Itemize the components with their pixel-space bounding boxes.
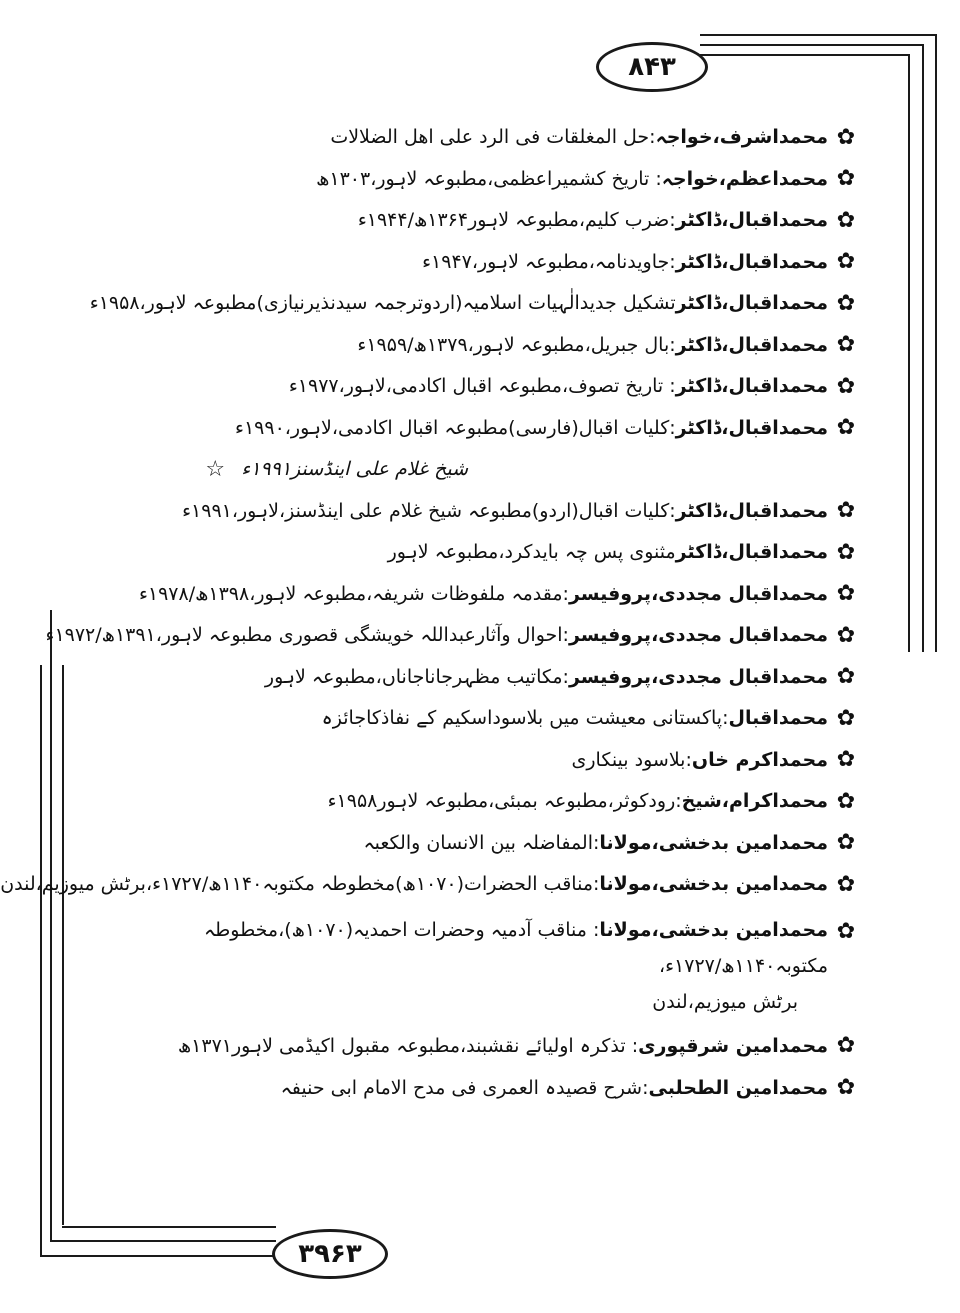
entry-author: محمداقبال مجددی،پروفیسر bbox=[568, 624, 828, 647]
entry-title: :احوال وآثارعبداللہ خویشگی قصوری مطبوعہ لاہور،۱۳۹۱ھ/۱۹۷۲ء bbox=[45, 624, 569, 647]
frame-top-line-3 bbox=[700, 54, 910, 56]
entry-title: مثنوی پس چہ بایدکرد،مطبوعہ لاہور bbox=[387, 541, 676, 564]
entry-title: :شرح قصیدہ العمری فی مدح الامام ابی حنیفہ bbox=[280, 1076, 649, 1099]
flower-bullet-icon: ✿ bbox=[836, 373, 856, 399]
entry-text bbox=[130, 168, 828, 191]
entry-text bbox=[130, 126, 828, 149]
entry-author: محمداقبال،ڈاکٹر bbox=[675, 292, 828, 315]
entry-title: :مکاتیب مظہرجاناجاناں،مطبوعہ لاہور bbox=[264, 665, 569, 688]
entry-text bbox=[130, 209, 828, 232]
flower-bullet-icon: ✿ bbox=[836, 830, 856, 856]
entry-author: محمداقبال،ڈاکٹر bbox=[675, 250, 828, 273]
list-item bbox=[130, 1026, 858, 1068]
flower-bullet-icon: ✿ bbox=[836, 166, 856, 192]
flower-bullet-icon: ✿ bbox=[836, 207, 856, 233]
flower-bullet-icon: ✿ bbox=[836, 788, 856, 814]
entry-title: شیخ غلام علی اینڈسنز۱۹۹۱ء bbox=[241, 458, 468, 481]
list-item bbox=[130, 366, 858, 408]
entry-author: محمداقبال bbox=[728, 707, 828, 730]
list-item bbox=[45, 615, 858, 657]
frame-bottom-line-1 bbox=[40, 1255, 276, 1257]
entry-author: محمدامین بدخشی،مولانا bbox=[599, 918, 828, 941]
star-bullet-icon: ☆ bbox=[205, 456, 226, 482]
flower-bullet-icon: ✿ bbox=[836, 871, 856, 897]
entry-author: محمدامین شرقپوری bbox=[638, 1035, 828, 1058]
entry-author: محمداقبال،ڈاکٹر bbox=[675, 541, 828, 564]
entry-text bbox=[90, 292, 828, 315]
list-item-correction bbox=[130, 449, 858, 491]
list-item bbox=[130, 408, 858, 450]
entry-author: محمداکرم خاں bbox=[691, 748, 828, 771]
flower-bullet-icon: ✿ bbox=[836, 332, 856, 358]
flower-bullet-icon: ✿ bbox=[836, 249, 856, 275]
entry-title: :رودکوثر،مطبوعہ بمبئی،مطبوعہ لاہور۱۹۵۸ء bbox=[327, 790, 682, 813]
entry-text bbox=[130, 334, 828, 357]
entry-title: :مقدمہ ملفوظات شریفہ،مطبوعہ لاہور،۱۳۹۸ھ/۱۹۷۸ء bbox=[138, 582, 569, 605]
list-item bbox=[130, 117, 858, 159]
bibliography-list bbox=[0, 117, 858, 1109]
entry-text bbox=[130, 583, 828, 606]
entry-text bbox=[130, 790, 828, 813]
entry-continuation: برٹش میوزیم،لندن bbox=[652, 990, 798, 1013]
list-item bbox=[130, 657, 858, 699]
list-item bbox=[130, 491, 858, 533]
flower-bullet-icon: ✿ bbox=[836, 498, 856, 524]
frame-left-line-3 bbox=[62, 665, 64, 1225]
flower-bullet-icon: ✿ bbox=[836, 1033, 856, 1059]
entry-text bbox=[241, 458, 468, 481]
bottom-page-number bbox=[272, 1229, 388, 1279]
entry-text bbox=[130, 417, 828, 440]
entry-text bbox=[130, 1035, 828, 1058]
flower-bullet-icon: ✿ bbox=[836, 705, 856, 731]
flower-bullet-icon: ✿ bbox=[836, 622, 856, 648]
entry-author: محمداکرام،شیخ bbox=[681, 790, 828, 813]
top-page-number-text: ۸۴۳ bbox=[628, 52, 676, 82]
list-item bbox=[130, 325, 858, 367]
frame-top-line-1 bbox=[700, 34, 937, 36]
flower-bullet-icon: ✿ bbox=[836, 664, 856, 690]
entry-text bbox=[130, 375, 828, 398]
list-item bbox=[89, 283, 858, 325]
entry-title: :المفاضلہ بین الانسان والکعبہ bbox=[363, 831, 600, 854]
list-item bbox=[130, 906, 858, 1026]
entry-text bbox=[130, 749, 828, 772]
entry-author: محمدامین بدخشی،مولانا bbox=[599, 831, 828, 854]
entry-text bbox=[130, 707, 828, 730]
entry-author: محمداقبال،ڈاکٹر bbox=[675, 416, 828, 439]
entry-title: : تذکرہ اولیائے نقشبند،مطبوعہ مقبول اکیڈمی لاہور۱۳۷۱ھ bbox=[177, 1035, 639, 1058]
frame-right-line-3 bbox=[908, 54, 910, 652]
list-item bbox=[130, 200, 858, 242]
entry-text bbox=[130, 251, 828, 274]
entry-title: : تاریخ کشمیراعظمی،مطبوعہ لاہور،۱۳۰۳ھ bbox=[316, 167, 662, 190]
entry-title: :مناقب الحضرات(۱۰۷۰ھ)مخطوطہ مکتوبہ۱۱۴۰ھ/۱۷۲۷ء،برٹش میوزیم،لندن bbox=[0, 873, 600, 896]
entry-text bbox=[0, 873, 828, 896]
flower-bullet-icon: ✿ bbox=[836, 124, 856, 150]
frame-right-line-1 bbox=[935, 34, 937, 652]
entry-author: محمداقبال مجددی،پروفیسر bbox=[568, 665, 828, 688]
entry-text bbox=[130, 912, 828, 1020]
list-item bbox=[0, 864, 858, 906]
entry-author: محمداقبال،ڈاکٹر bbox=[675, 375, 828, 398]
flower-bullet-icon: ✿ bbox=[836, 539, 856, 565]
entry-text bbox=[130, 832, 828, 855]
entry-title: :کلیات اقبال(فارسی)مطبوعہ اقبال اکادمی،لاہور،۱۹۹۰ء bbox=[235, 416, 676, 439]
flower-bullet-icon: ✿ bbox=[836, 581, 856, 607]
entry-author: محمداقبال مجددی،پروفیسر bbox=[568, 582, 828, 605]
list-item bbox=[130, 532, 858, 574]
frame-bottom-line-2 bbox=[50, 1240, 276, 1242]
entry-text bbox=[46, 624, 829, 647]
entry-title: : مناقب آدمیہ وحضرات احمدیہ(۱۰۷۰ھ)،مخطوطہ مکتوبہ۱۱۴۰ھ/۱۷۲۷ء، bbox=[204, 918, 828, 977]
entry-author: محمداقبال،ڈاکٹر bbox=[675, 209, 828, 232]
entry-title: :بلاسود بینکاری bbox=[571, 748, 692, 771]
list-item bbox=[130, 1067, 858, 1109]
top-page-number bbox=[596, 42, 708, 92]
flower-bullet-icon: ✿ bbox=[836, 918, 856, 944]
entry-title: :بال جبریل،مطبوعہ لاہور،۱۳۷۹ھ/۱۹۵۹ء bbox=[357, 333, 676, 356]
frame-top-line-2 bbox=[700, 44, 924, 46]
flower-bullet-icon: ✿ bbox=[836, 415, 856, 441]
flower-bullet-icon: ✿ bbox=[836, 747, 856, 773]
entry-title: :کلیات اقبال(اردو)مطبوعہ شیخ غلام علی اینڈسنز،لاہور،۱۹۹۱ء bbox=[182, 499, 676, 522]
list-item bbox=[130, 159, 858, 201]
entry-text bbox=[130, 1077, 828, 1100]
entry-title: : تاریخ تصوف،مطبوعہ اقبال اکادمی،لاہور،۱۹۷۷ء bbox=[288, 375, 676, 398]
entry-text bbox=[130, 541, 828, 564]
list-item bbox=[130, 242, 858, 284]
list-item bbox=[130, 698, 858, 740]
entry-title: :پاکستانی معیشت میں بلاسوداسکیم کے نفاذکاجائزہ bbox=[321, 707, 729, 730]
entry-author: محمداعظم،خواجہ bbox=[661, 167, 828, 190]
entry-author: محمداقبال،ڈاکٹر bbox=[675, 333, 828, 356]
list-item bbox=[130, 823, 858, 865]
entry-title: :جاویدنامہ،مطبوعہ لاہور،۱۹۴۷ء bbox=[422, 250, 676, 273]
entry-title: :حل المغلقات فی الرد علی اھل الضلالات bbox=[330, 126, 656, 149]
entry-text bbox=[130, 500, 828, 523]
list-item bbox=[130, 574, 858, 616]
entry-title: :ضرب کلیم،مطبوعہ لاہور۱۳۶۴ھ/۱۹۴۴ء bbox=[357, 209, 676, 232]
flower-bullet-icon: ✿ bbox=[836, 1074, 856, 1100]
frame-left-line-1 bbox=[40, 665, 42, 1255]
entry-author: محمدامین الطحلبی bbox=[648, 1076, 828, 1099]
frame-left-line-2 bbox=[50, 610, 52, 1240]
frame-bottom-line-3 bbox=[62, 1226, 276, 1228]
bottom-page-number-text: ۳۹۶۳ bbox=[298, 1239, 362, 1269]
entry-author: محمداشرف،خواجہ bbox=[655, 126, 828, 149]
frame-right-line-2 bbox=[922, 44, 924, 652]
list-item bbox=[130, 740, 858, 782]
entry-author: محمدامین بدخشی،مولانا bbox=[599, 873, 828, 896]
flower-bullet-icon: ✿ bbox=[836, 290, 856, 316]
entry-title: تشکیل جدیدالٰہیات اسلامیہ(اردوترجمہ سیدنذیرنیازی)مطبوعہ لاہور،۱۹۵۸ء bbox=[89, 292, 676, 315]
list-item bbox=[130, 781, 858, 823]
entry-author: محمداقبال،ڈاکٹر bbox=[675, 499, 828, 522]
entry-text bbox=[130, 666, 828, 689]
